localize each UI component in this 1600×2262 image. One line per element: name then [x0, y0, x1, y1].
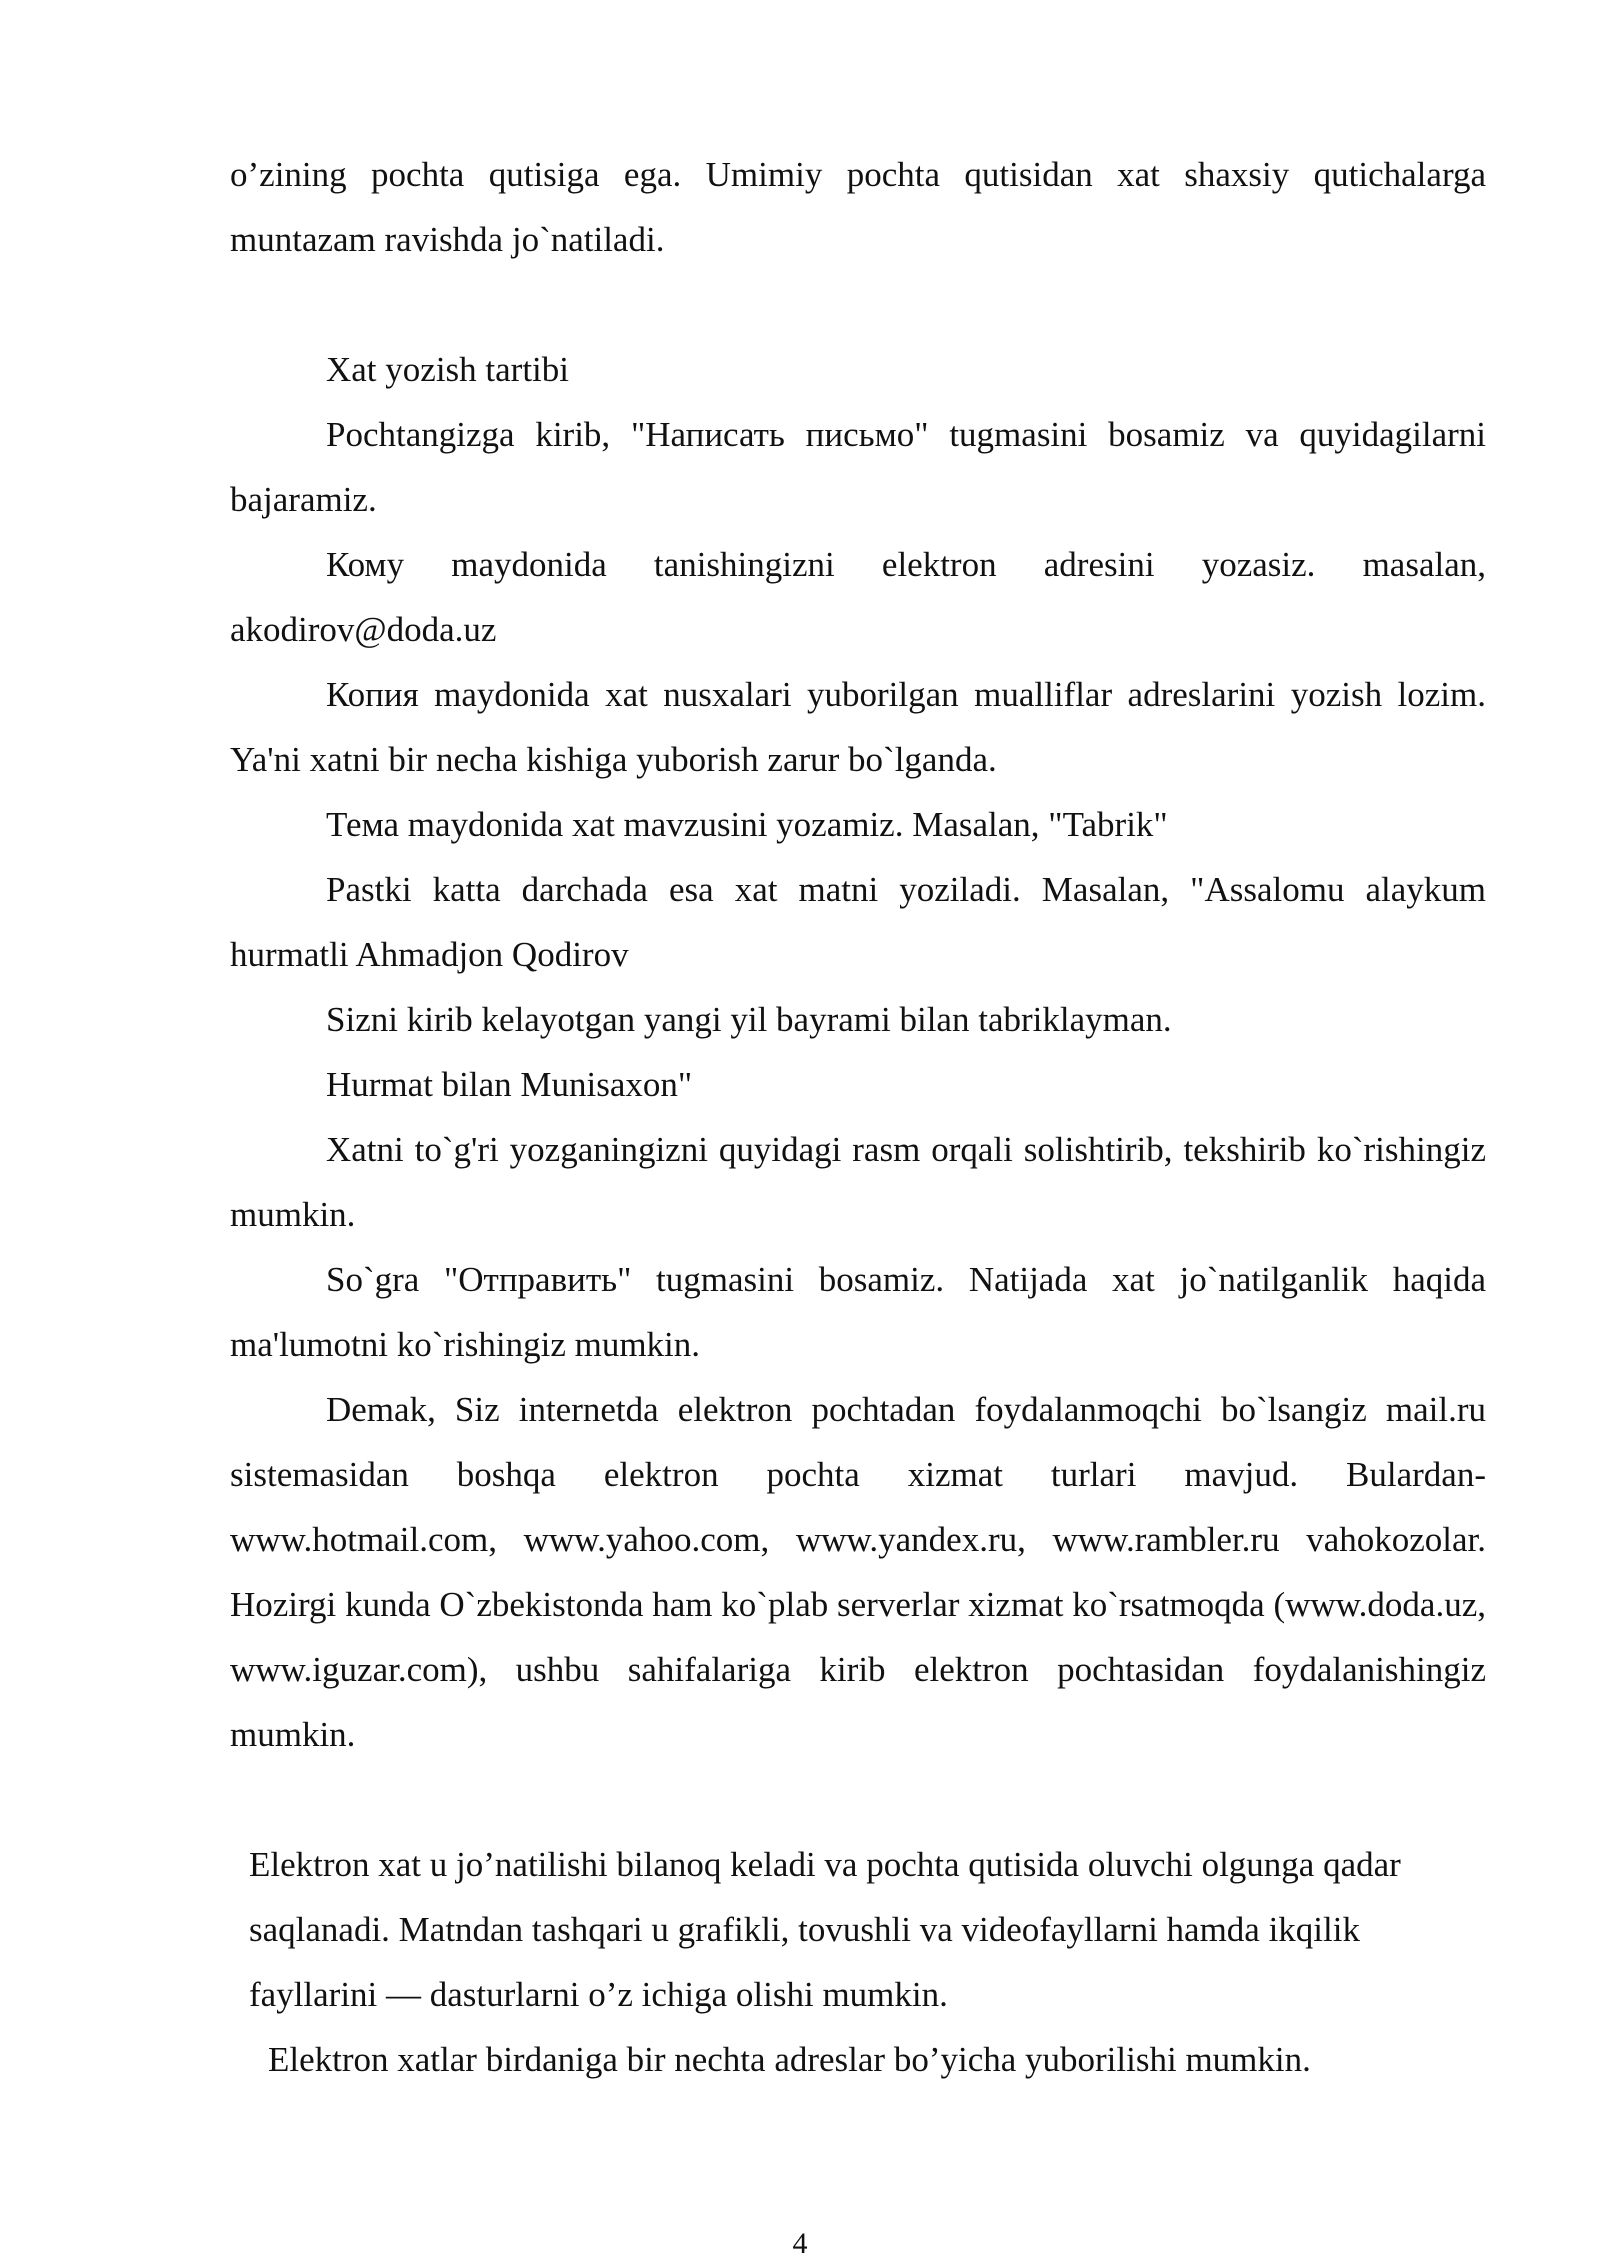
paragraph-check: Xatni to`g'ri yozganingizni quyidagi rasm orqali solishtirib, tekshirib ko`rishingiz mumkin.	[230, 1130, 1486, 1234]
paragraph-subject-field: Тема maydonida xat mavzusini yozamiz. Masalan, "Tabrik"	[326, 805, 1168, 844]
paragraph-copy-field: Копия maydonida xat nusxalari yuborilgan mualliflar adreslarini yozish lozim. Ya'ni xatni bir necha kishiga yuborish zarur bo`lganda.	[230, 675, 1486, 779]
document-page	[230, 142, 1486, 2092]
paragraph-to-field: Кому maydonida tanishingizni elektron adresini yozasiz. masalan, akodirov@doda.uz	[230, 545, 1486, 649]
paragraph-intro: o’zining pochta qutisiga ega. Umimiy pochta qutisidan xat shaxsiy qutichalarga muntazam ravishda jo`natiladi.	[230, 155, 1486, 259]
page-number: 4	[792, 2227, 808, 2260]
paragraph-greeting: Sizni kirib kelayotgan yangi yil bayrami bilan tabriklayman.	[326, 1000, 1172, 1039]
section-heading: Xat yozish tartibi	[326, 350, 570, 389]
paragraph-body-field: Pastki katta darchada esa xat matni yoziladi. Masalan, "Assalomu alaykum hurmatli Ahmadjon Qodirov	[230, 870, 1486, 974]
paragraph-send-button: So`gra "Отправить" tugmasini bosamiz. Natijada xat jo`natilganlik haqida ma'lumotni ko`rishingiz mumkin.	[230, 1260, 1486, 1364]
paragraph-mail-services: Demak, Siz internetda elektron pochtadan foydalanmoqchi bo`lsangiz mail.ru sistemasidan boshqa elektron pochta xizmat turlari mavjud. Bulardan- www.hotmail.com, www.yahoo.com, www.yandex.ru, www.rambler.ru vahokozolar. Hozirgi kunda O`zbekistonda ham ko`plab serverlar xizmat ko`rsatmoqda (www.doda.uz, www.iguzar.com), ushbu sahifalariga kirib elektron pochtasidan foydalanishingiz mumkin.	[230, 1390, 1486, 1754]
paragraph-multiple-addresses: Elektron xatlar birdaniga bir nechta adreslar bo’yicha yuborilishi mumkin.	[268, 2040, 1311, 2079]
paragraph-write-button: Pochtangizga kirib, "Написать письмо" tugmasini bosamiz va quyidagilarni bajaramiz.	[230, 415, 1486, 519]
paragraph-signature: Hurmat bilan Munisaxon"	[326, 1065, 693, 1104]
paragraph-delivery: Elektron xat u jo’natilishi bilanoq keladi va pochta qutisida oluvchi olgunga qadar saqlanadi. Matndan tashqari u grafikli, tovushli va videofayllarni hamda ikqilik fayllarini — dasturlarni o’z ichiga olishi mumkin.	[249, 1845, 1401, 2014]
